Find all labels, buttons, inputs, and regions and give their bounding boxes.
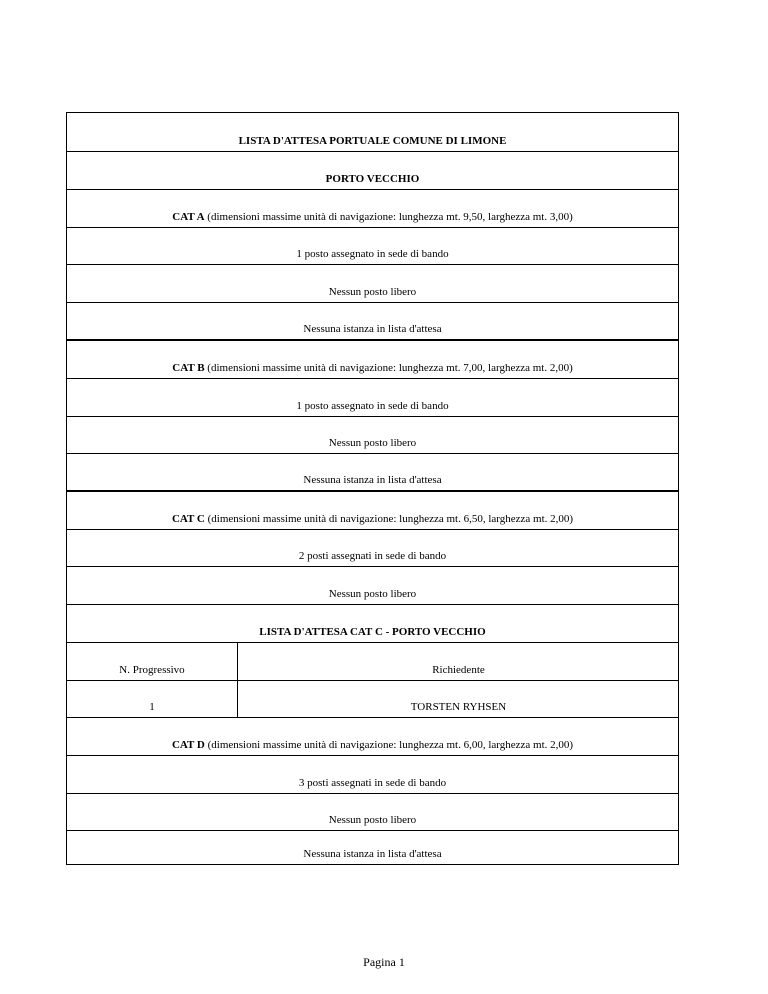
cat-b-label: CAT B bbox=[172, 362, 205, 374]
cat-b-assigned-row bbox=[67, 379, 678, 417]
cat-c-free-row bbox=[67, 567, 678, 605]
cat-a-free: Nessun posto libero bbox=[328, 286, 417, 298]
cat-a-assigned: 1 posto assegnato in sede di bando bbox=[296, 248, 449, 260]
cat-b-waiting-row bbox=[67, 454, 678, 492]
cat-c-description: (dimensioni massime unità di navigazione: lunghezza mt. 6,50, larghezza mt. 2,00) bbox=[204, 513, 574, 525]
cat-c-assigned-row bbox=[67, 530, 678, 567]
cat-c-label: CAT C bbox=[171, 513, 205, 525]
cat-b-free-row bbox=[67, 417, 678, 454]
column-header-applicant: Richiedente bbox=[432, 664, 485, 676]
location-title: PORTO VECCHIO bbox=[325, 173, 420, 185]
column-header-progressive: N. Progressivo bbox=[119, 664, 185, 676]
cat-a-description: (dimensioni massime unità di navigazione: lunghezza mt. 9,50, larghezza mt. 3,00) bbox=[204, 211, 573, 223]
document-title: LISTA D'ATTESA PORTUALE COMUNE DI LIMONE bbox=[238, 135, 507, 147]
cat-d-waiting: Nessuna istanza in lista d'attesa bbox=[303, 848, 442, 860]
cat-b-header-row bbox=[67, 341, 678, 379]
table-row bbox=[67, 681, 678, 718]
cat-a-header bbox=[172, 211, 573, 223]
cat-d-waiting-row bbox=[67, 831, 678, 864]
cat-c-assigned: 2 posti assegnati in sede di bando bbox=[298, 550, 447, 562]
cat-d-free: Nessun posto libero bbox=[328, 814, 417, 826]
cat-a-label: CAT A bbox=[172, 211, 205, 223]
waiting-list-table bbox=[66, 112, 679, 865]
cat-d-header bbox=[172, 739, 573, 751]
entry-progressive-number: 1 bbox=[149, 701, 155, 713]
cat-d-header-row bbox=[67, 718, 678, 756]
cat-d-label: CAT D bbox=[171, 739, 205, 751]
location-row bbox=[67, 152, 678, 190]
cat-d-assigned-row bbox=[67, 756, 678, 794]
list-header-row bbox=[67, 643, 678, 681]
cat-b-assigned: 1 posto assegnato in sede di bando bbox=[296, 400, 449, 412]
cat-a-free-row bbox=[67, 265, 678, 303]
cat-a-assigned-row bbox=[67, 228, 678, 265]
cat-d-free-row bbox=[67, 794, 678, 831]
cat-d-description: (dimensioni massime unità di navigazione: lunghezza mt. 6,00, larghezza mt. 2,00) bbox=[204, 739, 574, 751]
cat-b-header bbox=[172, 362, 573, 374]
cat-a-waiting-row bbox=[67, 303, 678, 341]
cat-c-header bbox=[172, 513, 573, 525]
cat-a-waiting: Nessuna istanza in lista d'attesa bbox=[303, 323, 442, 335]
cat-c-free: Nessun posto libero bbox=[328, 588, 417, 600]
entry-applicant-name: TORSTEN RYHSEN bbox=[410, 701, 507, 713]
cat-c-list-title-row bbox=[67, 605, 678, 643]
cat-d-assigned: 3 posti assegnati in sede di bando bbox=[298, 777, 447, 789]
page-footer: Pagina 1 bbox=[363, 955, 405, 969]
cat-c-list-title: LISTA D'ATTESA CAT C - PORTO VECCHIO bbox=[259, 626, 486, 638]
cat-a-header-row bbox=[67, 190, 678, 228]
cat-c-header-row bbox=[67, 492, 678, 530]
cat-b-description: (dimensioni massime unità di navigazione: lunghezza mt. 7,00, larghezza mt. 2,00) bbox=[204, 362, 573, 374]
cat-b-waiting: Nessuna istanza in lista d'attesa bbox=[303, 474, 442, 486]
title-row bbox=[67, 113, 678, 152]
cat-b-free: Nessun posto libero bbox=[328, 437, 417, 449]
